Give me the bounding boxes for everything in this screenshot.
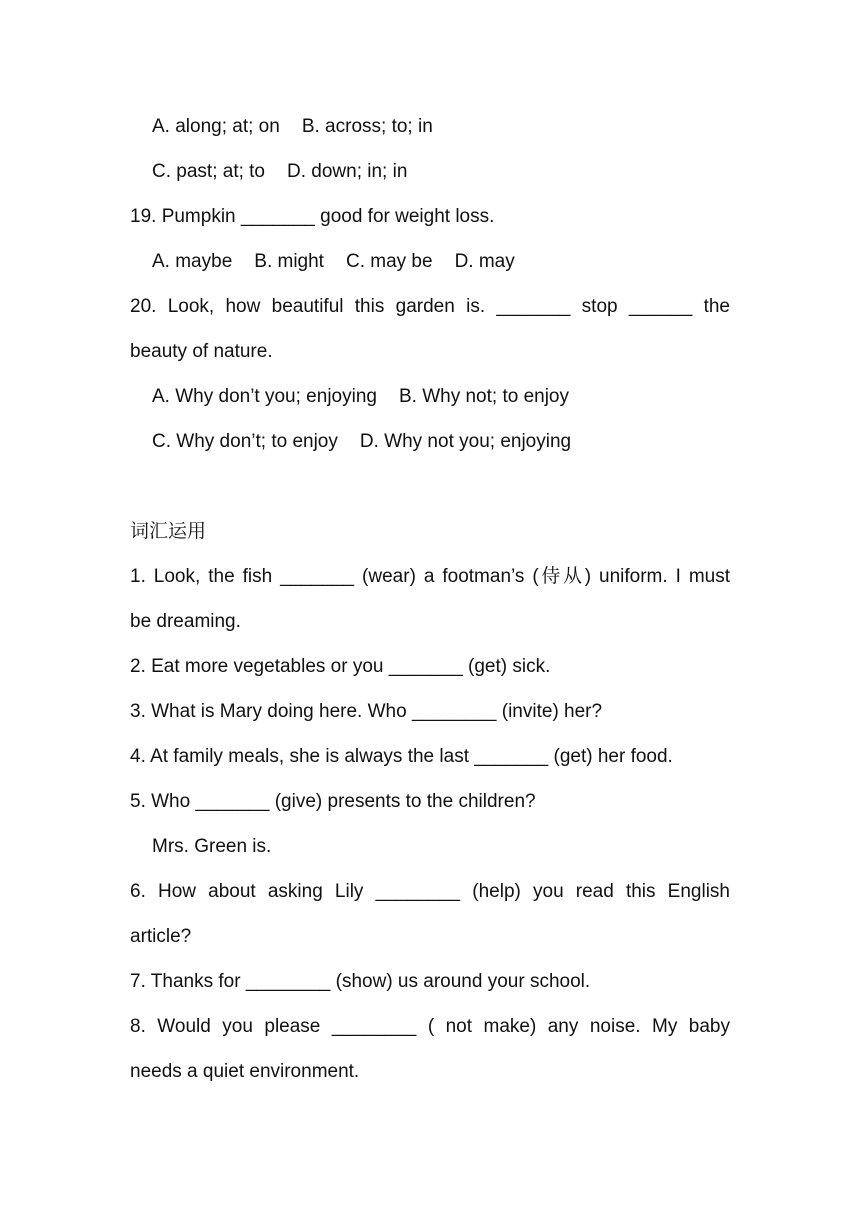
q19-option-b: B. might — [254, 251, 324, 272]
vocab-q3: 3. What is Mary doing here. Who ________ (invite) her? — [130, 701, 603, 722]
q19-stem: 19. Pumpkin _______ good for weight loss. — [130, 206, 495, 227]
q20-option-b: B. Why not; to enjoy — [398, 386, 569, 407]
q18-options-row-2 — [130, 149, 730, 194]
q18-option-c: C. past; at; to — [152, 161, 265, 182]
vocab-q5: 5. Who _______ (give) presents to the children? — [130, 791, 536, 812]
q19-options — [130, 239, 730, 284]
worksheet-page — [130, 104, 730, 1094]
q18-option-d: D. down; in; in — [287, 161, 408, 182]
q19-option-a: A. maybe — [152, 251, 233, 272]
vocab-q1-line-2: be dreaming. — [130, 611, 241, 632]
vocab-q8-line-2: needs a quiet environment. — [130, 1061, 360, 1082]
q19-option-c: C. may be — [345, 251, 433, 272]
vocab-q4: 4. At family meals, she is always the last _______ (get) her food. — [130, 746, 673, 767]
vocab-q2: 2. Eat more vegetables or you _______ (get) sick. — [130, 656, 551, 677]
q18-options-row-1 — [130, 104, 730, 149]
vocab-q8-line-1: 8. Would you please ________ ( not make) any noise. My baby — [130, 1016, 730, 1037]
q20-stem-line-1: 20. Look, how beautiful this garden is. _______ stop ______ the — [130, 296, 730, 317]
q20-option-a: A. Why don’t you; enjoying — [152, 386, 377, 407]
vocab-q7: 7. Thanks for ________ (show) us around your school. — [130, 971, 591, 992]
vocab-q6-line-1: 6. How about asking Lily ________ (help) you read this English — [130, 881, 730, 902]
q20-stem-line-2: beauty of nature. — [130, 341, 273, 362]
q20-options-row-1 — [130, 374, 730, 419]
vocab-q1-line-1: 1. Look, the fish _______ (wear) a footman’s (侍从) uniform. I must — [130, 566, 730, 587]
q18-option-b: B. across; to; in — [301, 116, 433, 137]
section-spacer — [130, 464, 730, 509]
q20-option-d: D. Why not you; enjoying — [359, 431, 572, 452]
q20-option-c: C. Why don’t; to enjoy — [152, 431, 338, 452]
section-title: 词汇运用 — [130, 520, 207, 542]
vocab-q5-answer: Mrs. Green is. — [152, 836, 272, 857]
vocab-q6-line-2: article? — [130, 926, 192, 947]
q19-option-d: D. may — [454, 251, 515, 272]
q20-options-row-2 — [130, 419, 730, 464]
q18-option-a: A. along; at; on — [152, 116, 280, 137]
